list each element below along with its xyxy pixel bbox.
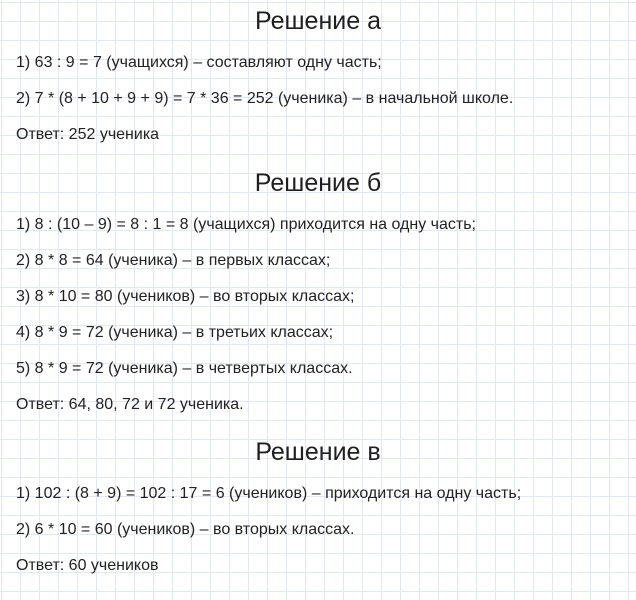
section-a-step-1: 1) 63 : 9 = 7 (учащихся) – составляют одну часть; [16, 54, 382, 71]
section-b-step-1: 1) 8 : (10 – 9) = 8 : 1 = 8 (учащихся) приходится на одну часть; [16, 216, 476, 233]
section-c-step-2: 2) 6 * 10 = 60 (учеников) – во вторых классах. [16, 521, 355, 538]
section-c-answer: Ответ: 60 учеников [16, 557, 159, 574]
section-c-title: Решение в [255, 438, 381, 466]
section-b-step-2: 2) 8 * 8 = 64 (ученика) – в первых классах; [16, 252, 331, 269]
section-a-title: Решение а [255, 7, 381, 35]
section-b-answer: Ответ: 64, 80, 72 и 72 ученика. [16, 396, 244, 413]
section-a-answer: Ответ: 252 ученика [16, 126, 160, 143]
section-b-step-4: 4) 8 * 9 = 72 (ученика) – в третьих классах; [16, 324, 334, 341]
section-b-step-3: 3) 8 * 10 = 80 (учеников) – во вторых классах; [16, 288, 355, 305]
section-c-step-1: 1) 102 : (8 + 9) = 102 : 17 = 6 (учеников) – приходится на одну часть; [16, 485, 522, 502]
section-b-title: Решение б [254, 169, 382, 197]
section-b-step-5: 5) 8 * 9 = 72 (ученика) – в четвертых классах. [16, 360, 353, 377]
section-a-step-2: 2) 7 * (8 + 10 + 9 + 9) = 7 * 36 = 252 (ученика) – в начальной школе. [16, 90, 514, 107]
